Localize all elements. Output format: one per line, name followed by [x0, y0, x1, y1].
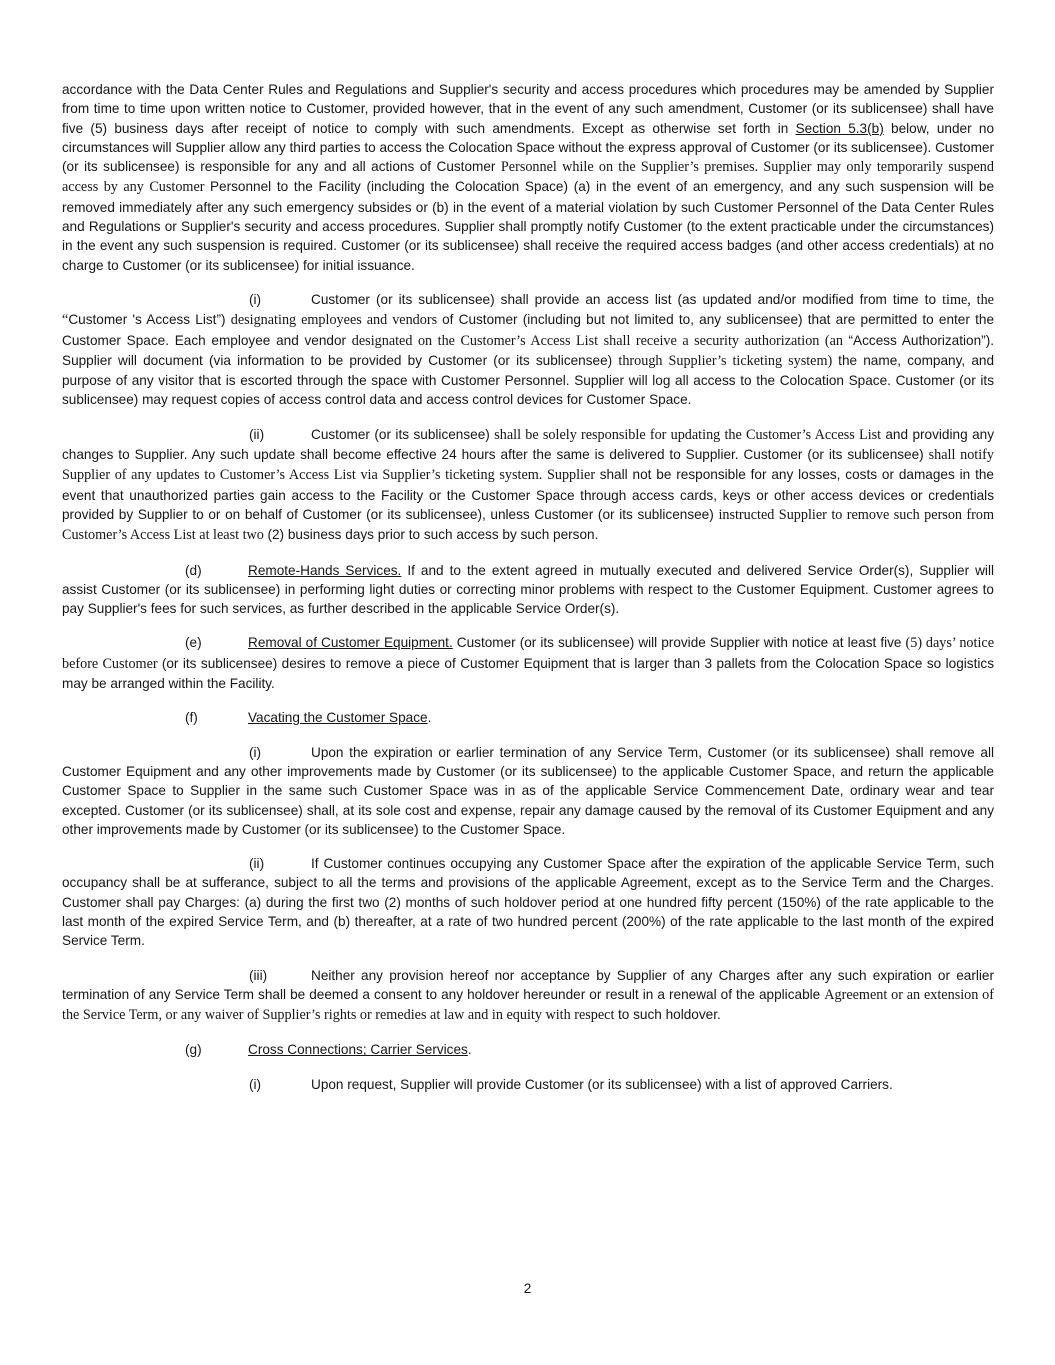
text-run: Customer (or its sublicensee) shall provide an access list (as updated and/or modified from time to	[311, 291, 943, 307]
text-run: Vacating the Customer Space	[248, 710, 428, 726]
text-run: Agreement or an extension of the Service Term, or any waiver of Supplier’s rights or remedies at law and in equity with respect	[62, 986, 994, 1024]
clause-marker: (ii)	[249, 426, 265, 442]
clause-f-i-restoration	[62, 743, 994, 839]
text-run: shall be solely responsible for updating the Customer’s Access List	[494, 426, 886, 443]
clause-marker: (ii)	[249, 856, 265, 872]
text-run: Upon the expiration or earlier termination of any Service Term, Customer (or its sublicensee) shall remove all Customer Equipment and any other improvements made by Customer (or its sublicensee) to the applicable Customer Space, and return the applicable Customer Space to Supplier in the same such Customer Space was in as of the applicable Service Commencement Date, ordinary wear and tear excepted. Customer (or its sublicensee) shall, at its sole cost and expense, repair any damage caused by the removal of its Customer Equipment and any other improvements made by Customer (or its sublicensee) to the Customer Space.	[62, 744, 994, 837]
text-run: Customer 's Access List”)	[68, 312, 231, 328]
text-run: Removal of Customer Equipment.	[248, 635, 453, 651]
clause-text	[62, 968, 994, 1023]
text-run: (2) business days prior to such access by such person.	[267, 527, 599, 543]
text-run: designated on the Customer’s Access List shall receive a security authorization (an	[351, 332, 849, 349]
clause-marker: (iii)	[249, 967, 268, 983]
text-run: through Supplier’s ticketing system)	[618, 352, 839, 369]
text-run: designating employees and vendors	[230, 312, 443, 329]
text-run: Personnel to the Facility (including the Colocation Space) (a) in the event of an emergency, and any such suspension will be removed immediately after any such emergency subsides or (b) in the event of a material violation by such Customer Personnel of the Data Center Rules and Regulations or Supplier's security and access procedures. Supplier shall promptly notify Customer (to the extent practicable under the circumstances) in the event any such suspension is required. Customer (or its sublicensee) shall receive the required access badges (and other access credentials) at no charge to Customer (or its sublicensee) for initial issuance.	[62, 179, 995, 273]
text-run: shall notify Supplier of any updates to Customer’s Access List via Supplier’s ticketing system. Supplier	[62, 447, 994, 484]
clause-g-i-approved-carriers	[62, 1075, 994, 1094]
text-run: (5) days’ notice before Customer	[62, 635, 994, 672]
text-run: .	[467, 1042, 472, 1058]
text-run: of Customer (including but not limited to, any sublicensee) that are permitted to enter the Customer Space. Each employee and vendor	[62, 312, 994, 348]
clause-f-iii-no-waiver	[62, 966, 994, 1026]
clause-text	[62, 82, 994, 273]
text-run: below, under no circumstances will Supplier allow any third parties to access the Colocation Space without the express approval of Customer (or its sublicensee). Customer (or its sublicensee) is responsible for any and all actions of Customer	[62, 120, 995, 175]
clause-marker: (i)	[249, 1076, 262, 1092]
text-run: and providing any changes to Supplier. Any such update shall become effective 24 hours after the same is delivered to Supplier. Customer (or its sublicensee)	[62, 426, 994, 463]
clause-text	[248, 1042, 472, 1057]
clause-text	[62, 292, 994, 407]
text-run: Customer (or its sublicensee) will provide Supplier with notice at least five	[452, 635, 906, 651]
text-run: Customer (or its sublicensee)	[311, 426, 495, 442]
text-run: instructed Supplier to remove such person from Customer’s Access List at least two	[62, 506, 995, 544]
clause-marker: (i)	[249, 291, 262, 307]
clause-f-ii-holdover-charges	[62, 854, 994, 950]
text-run: to such holdover.	[617, 1007, 721, 1023]
clause-ii-access-list-updates	[62, 425, 994, 546]
text-run: “Access Authorization”). Supplier will document (via information to be provided by Customer (or its sublicensee)	[62, 332, 994, 368]
clause-access-procedures-continuation	[62, 80, 994, 275]
clause-d-remote-hands-services	[62, 561, 994, 619]
clause-g-cross-connections-heading	[62, 1040, 994, 1059]
clause-text	[248, 710, 431, 725]
text-run: time, the “	[62, 291, 994, 329]
clause-text	[311, 1077, 893, 1092]
clause-e-equipment-removal	[62, 633, 994, 693]
text-run: Cross Connections; Carrier Services	[248, 1042, 468, 1058]
clause-marker: (d)	[185, 562, 202, 578]
clause-marker: (f)	[185, 710, 198, 726]
text-run: Remote-Hands Services.	[248, 562, 402, 578]
text-run: (or its sublicensee) desires to remove a piece of Customer Equipment that is larger than 3 pallets from the Colocation Space so logistics may be arranged within the Facility.	[62, 655, 994, 692]
clause-marker: (e)	[185, 635, 202, 651]
page-number: 2	[523, 1281, 532, 1296]
text-run: shall not be responsible for any losses, costs or damages in the event that unauthorized parties gain access to the Facility or the Customer Space through access cards, keys or other access devices or credentials provided by Supplier to or on behalf of Customer (or its sublicensee), unless Customer (or its sublicensee)	[62, 467, 994, 522]
clause-text	[62, 745, 994, 837]
clause-i-access-list	[62, 290, 994, 410]
text-run: Personnel while on the Supplier’s premises. Supplier may only temporarily suspend access by any Customer	[62, 159, 994, 196]
text-run: Neither any provision hereof nor acceptance by Supplier of any Charges after any such expiration or earlier termination of any Service Term shall be deemed a consent to any holdover hereunder or result in a renewal of the applicable	[62, 967, 994, 1002]
page-content	[62, 80, 994, 1094]
text-run: If and to the extent agreed in mutually executed and delivered Service Order(s), Supplier will assist Customer (or its sublicensee) in performing light duties or correcting minor problems with respect to the Customer Equipment. Customer agrees to pay Supplier's fees for such services, as further described in the applicable Service Order(s).	[62, 562, 994, 617]
text-run: the name, company, and purpose of any visitor that is escorted through the space with Customer Personnel. Supplier will log all access to the Colocation Space. Customer (or its sublicensee) may request copies of access control data and access control devices for Customer Space.	[62, 352, 995, 408]
text-run: accordance with the Data Center Rules and Regulations and Supplier's security and access procedures which procedures may be amended by Supplier from time to time upon written notice to Customer, provided however, that in the event of any such amendment, Customer (or its sublicensee) shall have five (5) business days after receipt of notice to comply with such amendments. Except as otherwise set forth in	[62, 82, 994, 136]
clause-marker: (i)	[249, 744, 262, 760]
clause-text	[62, 427, 994, 542]
text-run: .	[427, 710, 432, 726]
clause-text	[62, 856, 994, 948]
text-run: Upon request, Supplier will provide Customer (or its sublicensee) with a list of approved Carriers.	[311, 1076, 893, 1092]
text-run: If Customer continues occupying any Customer Space after the expiration of the applicable Service Term, such occupancy shall be at sufferance, subject to all the terms and provisions of the applicable Agreement, except as to the Service Term and the Charges. Customer shall pay Charges: (a) during the first two (2) months of such holdover period at one hundred fifty percent (150%) of the rate applicable to the last month of the expired Service Term, and (b) thereafter, at a rate of two hundred percent (200%) of the rate applicable to the last month of the expired Service Term.	[62, 856, 994, 949]
clause-f-vacating-heading	[62, 708, 994, 727]
clause-marker: (g)	[185, 1042, 202, 1058]
text-run: Section 5.3(b)	[795, 120, 884, 136]
